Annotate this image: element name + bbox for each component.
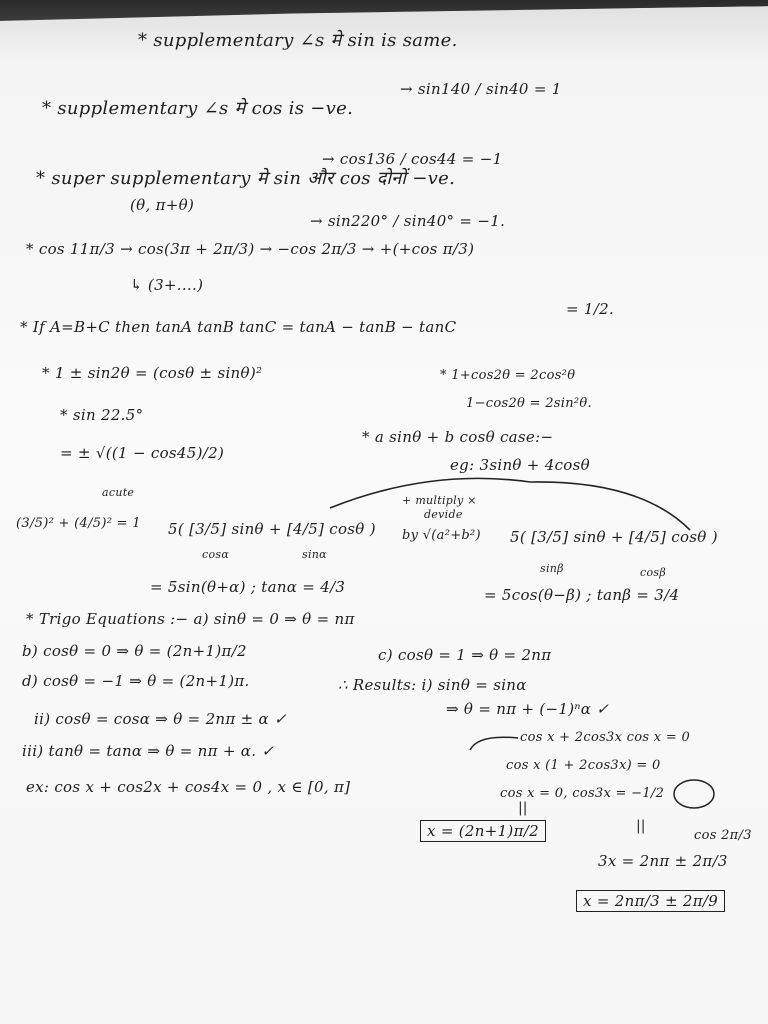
note-line-l8j: cosβ	[640, 566, 666, 579]
note-line-l14c: cos x (1 + 2cos3x) = 0	[506, 758, 661, 773]
note-line-l1: * supplementary ∠s मे sin is same.	[138, 30, 458, 51]
curved-arrow-right	[530, 482, 690, 530]
note-line-l3: * super supplementary मे sin और cos दोनों −ve.	[36, 168, 456, 189]
note-line-l8c: + multiply ×	[402, 494, 477, 507]
note-line-l9b: = 5cos(θ−β) ; tanβ = 3/4	[484, 586, 680, 604]
note-line-l12b: ∴ Results: i) sinθ = sinα	[338, 676, 527, 694]
arrow-to-step	[470, 737, 518, 750]
note-line-l7: * sin 22.5°	[60, 406, 144, 424]
curved-arrow	[330, 478, 530, 508]
note-line-l8e: by √(a²+b²)	[402, 528, 481, 543]
equals-mark: ||	[518, 800, 528, 816]
note-line-l7d: eg: 3sinθ + 4cosθ	[450, 456, 590, 474]
note-line-l4: * cos 11π/3 → cos(3π + 2π/3) → −cos 2π/3 → +(+cos π/3)	[26, 240, 475, 258]
circle-minus-half	[674, 780, 714, 808]
note-line-l13: ii) cosθ = cosα ⇒ θ = 2nπ ± α ✓	[34, 710, 287, 728]
note-line-l3a: (θ, π+θ)	[130, 196, 195, 214]
note-line-l11b: c) cosθ = 1 ⇒ θ = 2nπ	[378, 646, 552, 664]
note-line-l17: 3x = 2nπ ± 2π/3	[598, 852, 728, 870]
note-line-l6: * 1 ± sin2θ = (cosθ ± sinθ)²	[42, 364, 263, 382]
note-line-l16: x = (2n+1)π/2	[420, 820, 546, 842]
note-line-l5: * If A=B+C then tanA tanB tanC = tanA − tanB − tanC	[20, 318, 457, 336]
note-line-l8d: devide	[424, 508, 463, 521]
note-line-l12c: ⇒ θ = nπ + (−1)ⁿα ✓	[446, 700, 610, 718]
note-line-l15b: cos x = 0, cos3x = −1/2	[500, 786, 665, 801]
note-line-l8i: sinβ	[540, 562, 564, 575]
note-line-l18: x = 2nπ/3 ± 2π/9	[576, 890, 725, 912]
note-line-l8g: cosα	[202, 548, 230, 561]
note-line-l4b: = 1/2.	[566, 300, 615, 318]
note-line-l14b: cos x + 2cos3x cos x = 0	[520, 730, 691, 745]
note-line-l1b: → sin140 / sin40 = 1	[400, 80, 562, 98]
note-line-l8f: 5( [3/5] sinθ + [4/5] cosθ )	[510, 528, 718, 546]
note-line-l8b: 5( [3/5] sinθ + [4/5] cosθ )	[168, 520, 376, 538]
note-line-l2b: → cos136 / cos44 = −1	[322, 150, 503, 168]
note-line-l6b: * 1+cos2θ = 2cos²θ	[440, 368, 576, 383]
note-line-l2: * supplementary ∠s मे cos is −ve.	[42, 98, 354, 119]
note-line-l9a: = 5sin(θ+α) ; tanα = 4/3	[150, 578, 346, 596]
note-line-l10: * Trigo Equations :− a) sinθ = 0 ⇒ θ = nπ	[26, 610, 355, 628]
note-line-l11: b) cosθ = 0 ⇒ θ = (2n+1)π/2	[22, 642, 247, 660]
note-line-l4a: ↳ (3+....)	[130, 276, 204, 294]
note-line-l8h: sinα	[302, 548, 327, 561]
note-line-l15: ex: cos x + cos2x + cos4x = 0 , x ∈ [0, π]	[26, 778, 351, 796]
note-line-l7b: = ± √((1 − cos45)/2)	[60, 444, 225, 462]
equals-mark-2: ||	[636, 818, 646, 834]
note-line-l8a: (3/5)² + (4/5)² = 1	[16, 516, 141, 531]
note-line-l16b: cos 2π/3	[694, 828, 752, 843]
note-line-l3b: → sin220° / sin40° = −1.	[310, 212, 506, 230]
note-line-l7e: acute	[102, 486, 135, 499]
note-line-l14: iii) tanθ = tanα ⇒ θ = nπ + α. ✓	[22, 742, 275, 760]
note-line-l12: d) cosθ = −1 ⇒ θ = (2n+1)π.	[22, 672, 250, 690]
note-line-l6c: 1−cos2θ = 2sin²θ.	[466, 396, 592, 411]
note-line-l7c: * a sinθ + b cosθ case:−	[362, 428, 554, 446]
